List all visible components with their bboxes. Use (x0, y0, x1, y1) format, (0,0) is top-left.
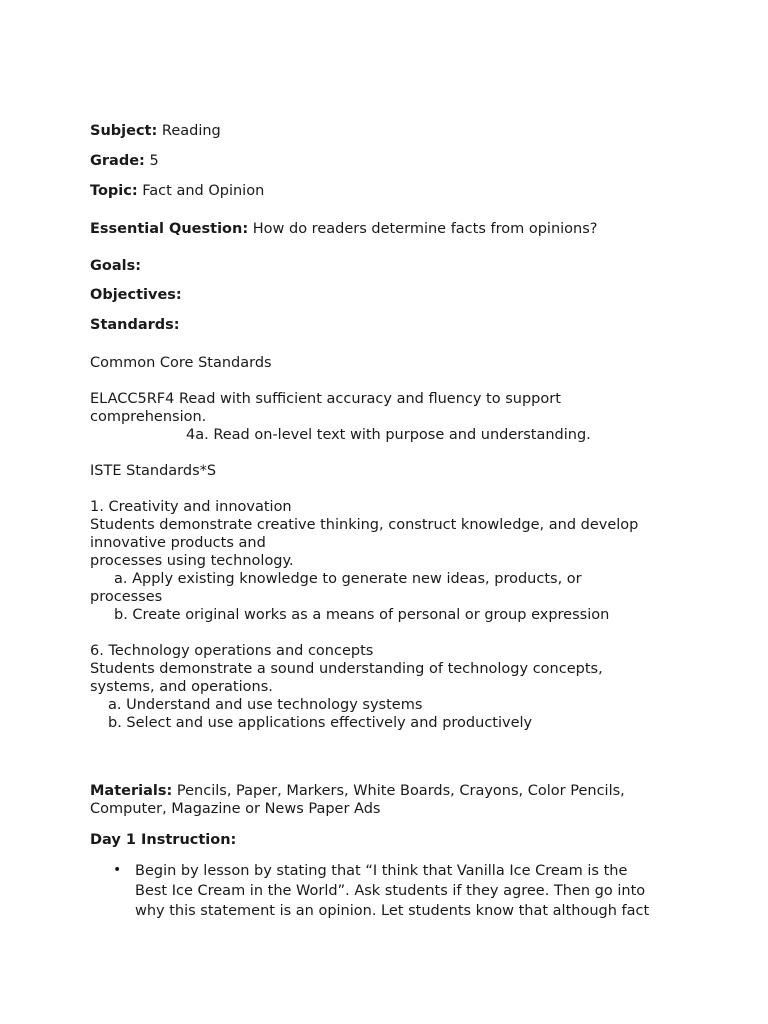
iste-6-title: 6. Technology operations and concepts (90, 643, 374, 659)
materials-label: Materials: (90, 783, 173, 799)
iste-6-item-a: a. Understand and use technology systems (108, 697, 423, 713)
iste-1-item-b: b. Create original works as a means of personal or group expression (114, 607, 610, 623)
standards-heading: Standards: (90, 317, 180, 333)
grade-row (90, 152, 159, 170)
subject-value: Reading (161, 123, 221, 139)
goals-heading: Goals: (90, 258, 142, 274)
subject-row (90, 122, 221, 140)
topic-row (90, 182, 264, 200)
materials-value-1: Pencils, Paper, Markers, White Boards, Crayons, Color Pencils, (176, 783, 625, 799)
iste-6-desc-1: Students demonstrate a sound understanding of technology concepts, (90, 661, 603, 677)
iste-1-desc-3: processes using technology. (90, 553, 294, 569)
iste-1-item-a-cont: processes (90, 589, 163, 605)
iste-1-item-a: a. Apply existing knowledge to generate new ideas, products, or (114, 571, 582, 587)
bullet-icon: • (113, 862, 122, 878)
common-core-heading: Common Core Standards (90, 355, 272, 371)
instruction-line-3: why this statement is an opinion. Let students know that although fact (135, 903, 650, 919)
materials-row (90, 782, 625, 800)
instruction-line-1: Begin by lesson by stating that “I think that Vanilla Ice Cream is the (135, 863, 628, 879)
iste-6-item-b: b. Select and use applications effectively and productively (108, 715, 533, 731)
elacc-line-1: ELACC5RF4 Read with sufficient accuracy and fluency to support (90, 391, 561, 407)
objectives-heading: Objectives: (90, 287, 182, 303)
iste-1-title: 1. Creativity and innovation (90, 499, 292, 515)
day1-heading: Day 1 Instruction: (90, 832, 237, 848)
iste-1-desc-1: Students demonstrate creative thinking, construct knowledge, and develop (90, 517, 639, 533)
instruction-line-2: Best Ice Cream in the World”. Ask students if they agree. Then go into (135, 883, 646, 899)
elacc-line-2: comprehension. (90, 409, 207, 425)
subject-label: Subject: (90, 123, 158, 139)
elacc-sub-4a: 4a. Read on-level text with purpose and understanding. (186, 427, 591, 443)
grade-value: 5 (149, 153, 159, 169)
essential-question-row (90, 220, 598, 238)
materials-value-2: Computer, Magazine or News Paper Ads (90, 801, 381, 817)
topic-label: Topic: (90, 183, 138, 199)
essential-question-value: How do readers determine facts from opinions? (252, 221, 598, 237)
grade-label: Grade: (90, 153, 145, 169)
topic-value: Fact and Opinion (142, 183, 265, 199)
iste-6-desc-2: systems, and operations. (90, 679, 273, 695)
essential-question-label: Essential Question: (90, 221, 249, 237)
iste-heading: ISTE Standards*S (90, 463, 217, 479)
iste-1-desc-2: innovative products and (90, 535, 266, 551)
